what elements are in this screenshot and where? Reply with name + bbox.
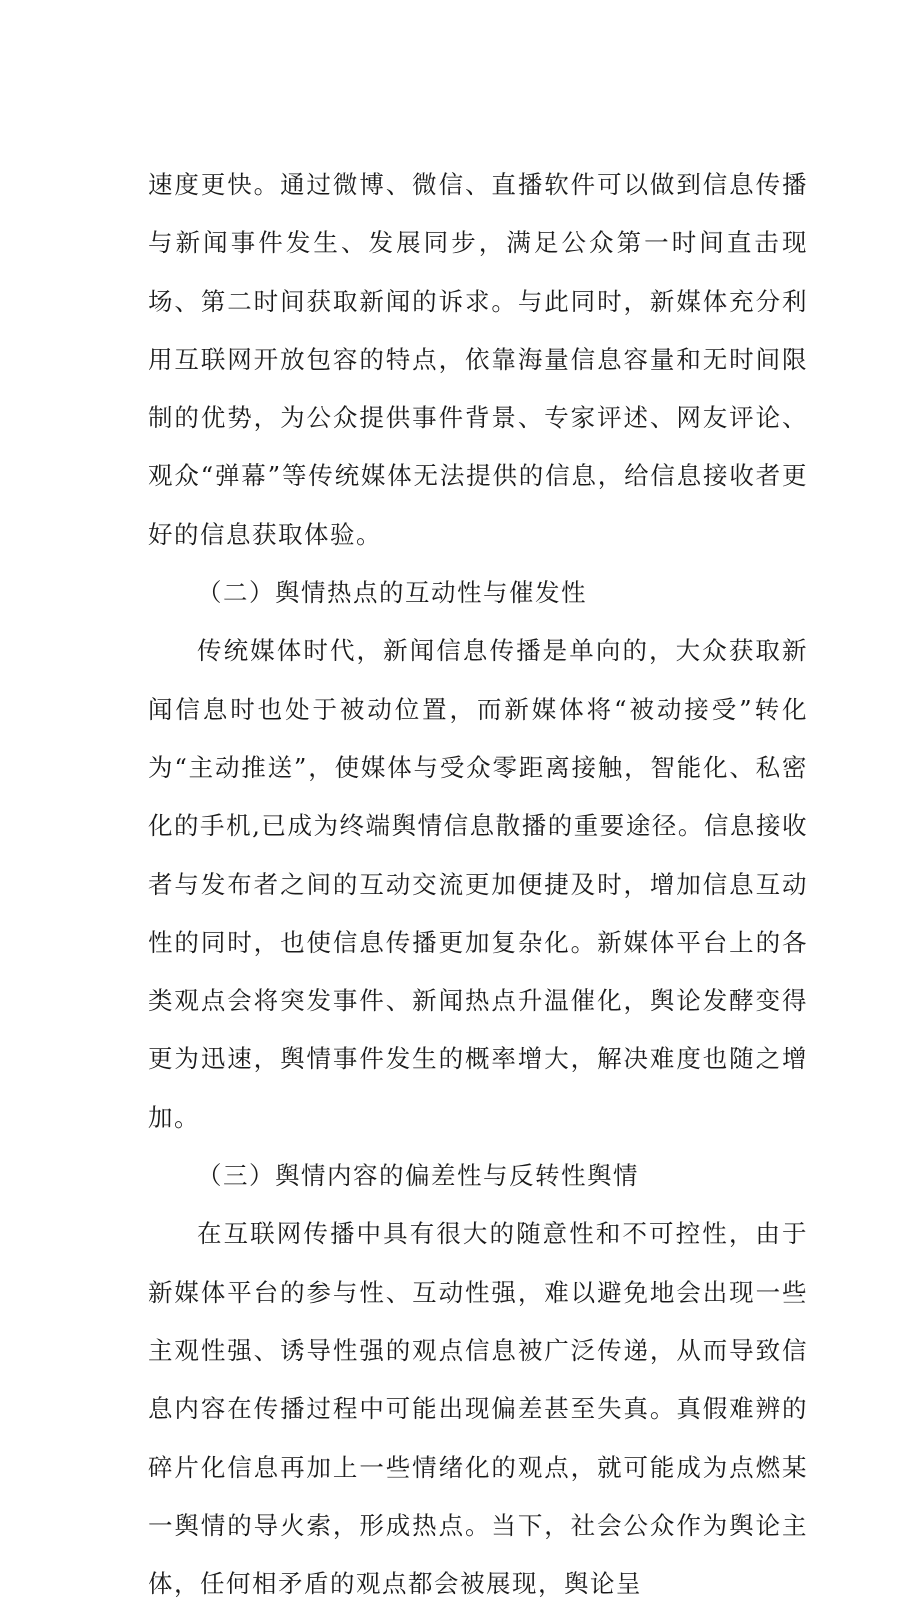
paragraph-continuation: 速度更快。通过微博、微信、直播软件可以做到信息传播与新闻事件发生、发展同步，满足公众第一时间直击现场、第二时间获取新闻的诉求。与此同时，新媒体充分利用互联网开放包容的特点，依靠海量信息容量和无时间限制的优势，为公众提供事件背景、专家评述、网友评论、观众“弹幕”等传统媒体无法提供的信息，给信息接收者更好的信息获取体验。 (148, 170, 808, 549)
section-heading-2: （二）舆情热点的互动性与催发性 (197, 578, 587, 608)
section-heading-3: （三）舆情内容的偏差性与反转性舆情 (197, 1161, 639, 1191)
paragraph-interactivity: 传统媒体时代，新闻信息传播是单向的，大众获取新闻信息时也处于被动位置，而新媒体将“被动接受”转化为“主动推送”，使媒体与受众零距离接触，智能化、私密化的手机,已成为终端舆情信息散播的重要途径。信息接收者与发布者之间的互动交流更加便捷及时，增加信息互动性的同时，也使信息传播更加复杂化。新媒体平台上的各类观点会将突发事件、新闻热点升温催化，舆论发酵变得更为迅速，舆情事件发生的概率增大，解决难度也随之增加。 (148, 636, 808, 1132)
paragraph-deviation: 在互联网传播中具有很大的随意性和不可控性，由于新媒体平台的参与性、互动性强，难以避免地会出现一些主观性强、诱导性强的观点信息被广泛传递，从而导致信息内容在传播过程中可能出现偏差甚至失真。真假难辨的碎片化信息再加上一些情绪化的观点，就可能成为点燃某一舆情的导火索，形成热点。当下，社会公众作为舆论主体，任何相矛盾的观点都会被展现，舆论呈 (148, 1219, 808, 1599)
document-body (148, 156, 808, 1613)
